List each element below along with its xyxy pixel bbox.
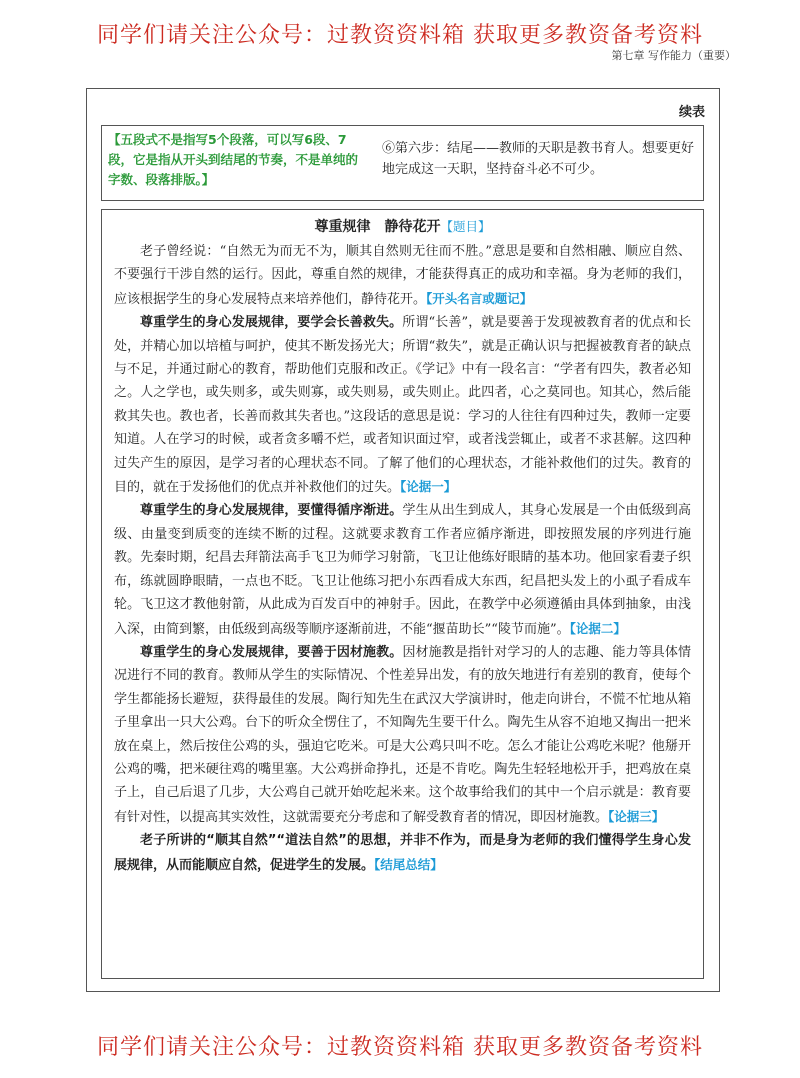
essay-title-text: 尊重规律 静待花开 xyxy=(314,219,441,235)
paragraph-text: 因材施教是指针对学习的人的志趣、能力等具体情况进行不同的教育。教师从学生的实际情况、个性差异出发，有的放矢地进行有差别的教育，使每个学生都能扬长避短，获得最佳的发展。陶行知先生在武汉大学演讲时，他走向讲台，不慌不忙地从箱子里拿出一只大公鸡。台下的听众全愣住了，不知陶先生要干什么。陶先生从容不迫地又掏出一把米放在桌上，然后按住公鸡的头，强迫它吃米。可是大公鸡只叫不吃。怎么才能让公鸡吃米呢？他掰开公鸡的嘴，把米硬往鸡的嘴里塞。大公鸡拼命挣扎，还是不肯吃。陶先生轻轻地松开手，把鸡放在桌子上，自己后退了几步，大公鸡自己就开始吃起米来。这个故事给我们的其中一个启示就是：教育要有针对性，以提高其实效性，这就需要充分考虑和了解受教育者的情况，即因材施教。 xyxy=(114,644,691,825)
continued-label: 续表 xyxy=(678,105,705,120)
note-right: ⑥第六步：结尾——教师的天职是教书育人。想要更好地完成这一天职，坚持奋斗必不可少。 xyxy=(382,141,695,177)
paragraph-lead: 尊重学生的身心发展规律，要善于因材施教。 xyxy=(140,644,403,660)
paragraph-text: 老子所讲的“顺其自然”“道法自然”的思想，并非不作为，而是身为老师的我们懂得学生身心发展规律，从而能顺应自然，促进学生的发展。 xyxy=(114,833,691,873)
paragraph-text: 老子曾经说：“自然无为而无不为，顺其自然则无往而不胜。”意思是要和自然相融、顺应自然、不要强行干涉自然的运行。因此，尊重自然的规律，才能获得真正的成功和幸福。身为老师的我们，应该根据学生的身心发展特点来培养他们，静待花开。 xyxy=(114,244,691,307)
table-frame xyxy=(86,88,720,992)
essay-paragraph-5 xyxy=(114,829,691,877)
paragraph-lead: 尊重学生的身心发展规律，要懂得循序渐进。 xyxy=(140,503,403,519)
paragraph-tag: 【开头名言或题记】 xyxy=(426,290,533,306)
paragraph-tag: 【论据三】 xyxy=(608,808,665,824)
essay-box xyxy=(101,209,704,979)
paragraph-tag: 【论据一】 xyxy=(400,479,457,495)
essay-title-tag: 【题目】 xyxy=(440,219,491,234)
note-row xyxy=(101,125,704,201)
watermark-bottom: 同学们请关注公众号：过教资资料箱 获取更多教资备考资料 xyxy=(97,1035,703,1060)
paragraph-tag: 【论据二】 xyxy=(569,620,626,636)
essay-paragraph-3 xyxy=(114,499,691,640)
essay-paragraph-4 xyxy=(114,641,691,829)
paragraph-text: 所谓“长善”，就是要善于发现被教育者的优点和长处，并精心加以培植与呵护，使其不断发扬光大；所谓“救失”，就是正确认识与把握被教育者的缺点与不足，并通过耐心的教育，帮助他们克服和改正。《学记》中有一段名言：“学者有四失，教者必知之。人之学也，或失则多，或失则寡，或失则易，或失则止。此四者，心之莫同也。知其心，然后能救其失也。教也者，长善而救其失者也。”这段话的意思是说：学习的人往往有四种过失，教师一定要知道。人在学习的时候，或者贪多嚼不烂，或者知识面过窄，或者浅尝辄止，或者不求甚解。这四种过失产生的原因，是学习者的心理状态不同。了解了他们的心理状态，才能补救他们的过失。教育的目的，就在于发扬他们的优点并补救他们的过失。 xyxy=(114,315,691,496)
chapter-header: 第七章 写作能力（重要） xyxy=(611,49,736,62)
note-left: 【五段式不是指写5个段落，可以写6段、7段，它是指从开头到结尾的节奏，不是单纯的字数、段落排版。】 xyxy=(108,132,359,187)
paragraph-lead: 尊重学生的身心发展规律，要学会长善救失。 xyxy=(140,315,403,331)
paragraph-text: 学生从出生到成人，其身心发展是一个由低级到高级、由量变到质变的连续不断的过程。这就要求教育工作者应循序渐进，即按照发展的序列进行施教。先秦时期，纪昌去拜箭法高手飞卫为师学习射箭，飞卫让他练好眼睛的基本功。他回家看妻子织布，练就圆睁眼睛，一点也不眨。飞卫让他练习把小东西看成大东西，纪昌把头发上的小虱子看成车轮。飞卫这才教他射箭，从此成为百发百中的神射手。因此，在教学中必须遵循由具体到抽象，由浅入深，由简到繁，由低级到高级等顺序逐渐前进，不能“揠苗助长”“陵节而施”。 xyxy=(114,503,691,637)
essay-title xyxy=(114,216,691,236)
essay-paragraph-1 xyxy=(114,240,691,311)
essay-paragraph-2 xyxy=(114,311,691,499)
watermark-top: 同学们请关注公众号：过教资资料箱 获取更多教资备考资料 xyxy=(97,23,703,48)
paragraph-tag: 【结尾总结】 xyxy=(374,856,443,872)
